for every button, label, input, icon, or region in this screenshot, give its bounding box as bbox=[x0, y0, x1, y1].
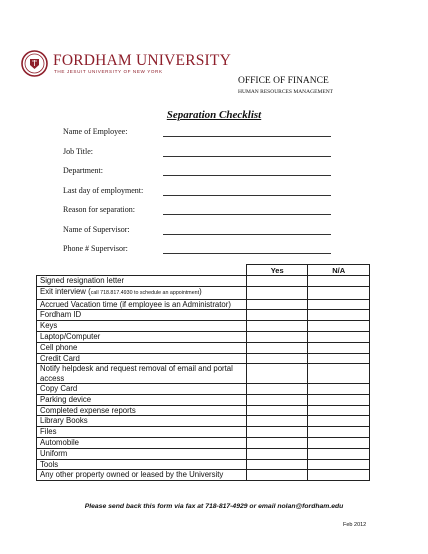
checkbox-cell-yes[interactable] bbox=[246, 321, 308, 332]
checkbox-cell-na[interactable] bbox=[308, 459, 370, 470]
checkbox-cell-na[interactable] bbox=[308, 310, 370, 321]
form-field-row bbox=[63, 144, 335, 164]
checklist-item-label: Credit Card bbox=[40, 353, 80, 363]
checklist-item-label: Copy Card bbox=[40, 383, 78, 393]
checklist-item bbox=[37, 321, 247, 332]
table-row bbox=[37, 342, 370, 353]
checkbox-cell-yes[interactable] bbox=[246, 416, 308, 427]
checklist-rows bbox=[37, 276, 370, 481]
field-label: Phone # Supervisor: bbox=[63, 244, 128, 253]
checklist-item-label: Keys bbox=[40, 321, 58, 331]
checkbox-cell-yes[interactable] bbox=[246, 286, 308, 299]
form-field-row bbox=[63, 241, 335, 261]
checkbox-cell-na[interactable] bbox=[308, 470, 370, 481]
checklist-item-label: Fordham ID bbox=[40, 310, 82, 320]
checklist-item-label: Any other property owned or leased by the University bbox=[40, 470, 224, 480]
checklist-item-label: Completed expense reports bbox=[40, 405, 136, 415]
university-name: FORDHAM UNIVERSITY bbox=[53, 52, 231, 69]
table-row bbox=[37, 383, 370, 394]
table-row bbox=[37, 299, 370, 310]
university-tagline: THE JESUIT UNIVERSITY OF NEW YORK bbox=[54, 69, 163, 74]
checklist-item-label: Notify helpdesk and request removal of email and portal access bbox=[40, 364, 233, 383]
checklist-item bbox=[37, 416, 247, 427]
checklist-item-label: Cell phone bbox=[40, 342, 78, 352]
table-row bbox=[37, 459, 370, 470]
checklist-item bbox=[37, 437, 247, 448]
checklist-item-label: Accrued Vacation time (if employee is an Administrator) bbox=[40, 299, 231, 309]
checklist-item bbox=[37, 470, 247, 481]
form-date: Feb 2012 bbox=[343, 522, 367, 528]
column-header-na: N/A bbox=[308, 265, 370, 276]
table-row bbox=[37, 405, 370, 416]
checklist-item bbox=[37, 310, 247, 321]
checklist-item-label: Tools bbox=[40, 459, 59, 469]
table-row bbox=[37, 310, 370, 321]
checklist-item bbox=[37, 276, 247, 287]
checklist-item-label: Parking device bbox=[40, 394, 92, 404]
form-field-row bbox=[63, 124, 335, 144]
field-input-line[interactable] bbox=[163, 195, 331, 196]
checkbox-cell-na[interactable] bbox=[308, 276, 370, 287]
form-field-row bbox=[63, 202, 335, 222]
field-input-line[interactable] bbox=[163, 214, 331, 215]
checkbox-cell-yes[interactable] bbox=[246, 364, 308, 384]
table-row bbox=[37, 276, 370, 287]
checklist-item-label: Library Books bbox=[40, 416, 88, 426]
checkbox-cell-yes[interactable] bbox=[246, 342, 308, 353]
checkbox-cell-na[interactable] bbox=[308, 299, 370, 310]
checkbox-cell-na[interactable] bbox=[308, 331, 370, 342]
table-row bbox=[37, 427, 370, 438]
employee-fields bbox=[63, 124, 335, 261]
table-row bbox=[37, 321, 370, 332]
checkbox-cell-na[interactable] bbox=[308, 383, 370, 394]
field-label: Last day of employment: bbox=[63, 185, 144, 195]
checklist-item-label: Signed resignation letter bbox=[40, 276, 125, 285]
return-instructions: Please send back this form via fax at 718-817-4929 or email nolan@fordham.edu bbox=[84, 503, 344, 510]
checkbox-cell-na[interactable] bbox=[308, 416, 370, 427]
checklist-item bbox=[37, 331, 247, 342]
field-input-line[interactable] bbox=[163, 175, 331, 176]
checklist-item bbox=[37, 394, 247, 405]
field-label: Name of Supervisor: bbox=[63, 224, 130, 234]
checkbox-cell-yes[interactable] bbox=[246, 383, 308, 394]
table-row bbox=[37, 416, 370, 427]
checkbox-cell-na[interactable] bbox=[308, 448, 370, 459]
checklist-item bbox=[37, 353, 247, 364]
checklist-item-note: call 718.817.4930 to schedule an appointment bbox=[90, 289, 200, 296]
form-field-row bbox=[63, 163, 335, 183]
checkbox-cell-yes[interactable] bbox=[246, 299, 308, 310]
checkbox-cell-yes[interactable] bbox=[246, 276, 308, 287]
checkbox-cell-yes[interactable] bbox=[246, 459, 308, 470]
field-input-line[interactable] bbox=[163, 253, 331, 254]
checkbox-cell-yes[interactable] bbox=[246, 310, 308, 321]
checkbox-cell-yes[interactable] bbox=[246, 405, 308, 416]
form-field-row bbox=[63, 222, 335, 242]
university-seal-icon bbox=[21, 49, 48, 78]
checklist-item bbox=[37, 459, 247, 470]
checkbox-cell-yes[interactable] bbox=[246, 427, 308, 438]
table-row bbox=[37, 353, 370, 364]
separation-checklist-table bbox=[36, 264, 370, 481]
field-label: Job Title: bbox=[63, 146, 94, 156]
checklist-item bbox=[37, 405, 247, 416]
field-label: Name of Employee: bbox=[63, 127, 128, 136]
checklist-item-label: Exit interview ( bbox=[40, 286, 91, 296]
form-title: Separation Checklist bbox=[166, 109, 262, 121]
checkbox-cell-yes[interactable] bbox=[246, 437, 308, 448]
checklist-item bbox=[37, 364, 247, 384]
table-header-row bbox=[37, 265, 370, 276]
checklist-item bbox=[37, 448, 247, 459]
checklist-item-label: Laptop/Computer bbox=[40, 331, 101, 341]
checklist-item-suffix: ) bbox=[199, 286, 202, 296]
checkbox-cell-na[interactable] bbox=[308, 364, 370, 384]
checklist-item bbox=[37, 286, 247, 299]
form-field-row bbox=[63, 183, 335, 203]
checkbox-cell-na[interactable] bbox=[308, 286, 370, 299]
table-row bbox=[37, 470, 370, 481]
checklist-item-label: Automobile bbox=[40, 437, 80, 447]
checkbox-cell-na[interactable] bbox=[308, 394, 370, 405]
checkbox-cell-yes[interactable] bbox=[246, 353, 308, 364]
checkbox-cell-na[interactable] bbox=[308, 437, 370, 448]
field-label: Reason for separation: bbox=[63, 205, 135, 214]
checklist-item bbox=[37, 427, 247, 438]
table-row bbox=[37, 364, 370, 384]
checkbox-cell-yes[interactable] bbox=[246, 470, 308, 481]
checkbox-cell-na[interactable] bbox=[308, 342, 370, 353]
department-name: HUMAN RESOURCES MANAGEMENT bbox=[238, 89, 334, 95]
checkbox-cell-na[interactable] bbox=[308, 405, 370, 416]
table-row bbox=[37, 437, 370, 448]
checklist-item bbox=[37, 383, 247, 394]
table-row bbox=[37, 448, 370, 459]
field-input-line[interactable] bbox=[163, 156, 331, 157]
checkbox-cell-yes[interactable] bbox=[246, 331, 308, 342]
office-name: OFFICE OF FINANCE bbox=[238, 76, 329, 86]
fordham-logo bbox=[21, 49, 231, 79]
checkbox-cell-na[interactable] bbox=[308, 353, 370, 364]
column-header-yes: Yes bbox=[246, 265, 308, 276]
checklist-item bbox=[37, 299, 247, 310]
checklist-item-label: Uniform bbox=[40, 448, 68, 458]
field-label: Department: bbox=[63, 166, 103, 175]
checklist-item-label: Files bbox=[40, 427, 57, 437]
field-input-line[interactable] bbox=[163, 234, 331, 235]
checkbox-cell-yes[interactable] bbox=[246, 394, 308, 405]
table-row bbox=[37, 394, 370, 405]
header-blank-cell bbox=[37, 265, 247, 276]
checkbox-cell-yes[interactable] bbox=[246, 448, 308, 459]
table-row bbox=[37, 286, 370, 299]
field-input-line[interactable] bbox=[163, 136, 331, 137]
checklist-item bbox=[37, 342, 247, 353]
checkbox-cell-na[interactable] bbox=[308, 427, 370, 438]
table-row bbox=[37, 331, 370, 342]
checkbox-cell-na[interactable] bbox=[308, 321, 370, 332]
